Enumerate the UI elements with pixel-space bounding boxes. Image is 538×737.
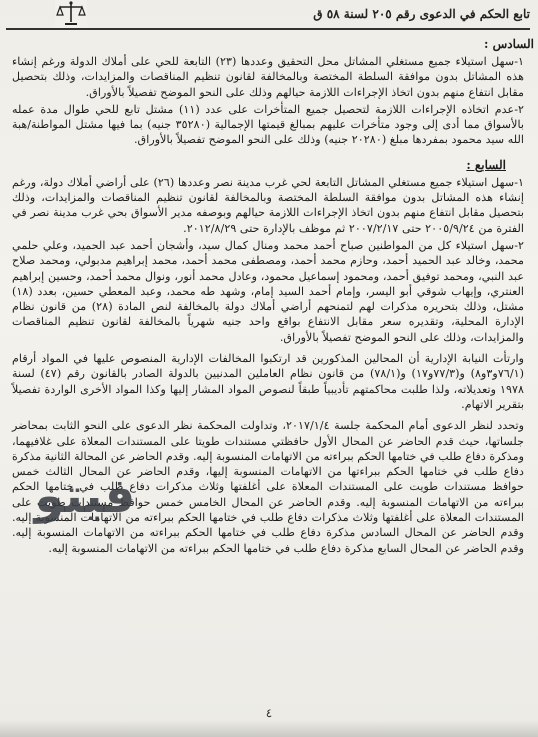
section-seventh-item-1: ١-سهل استيلاء جميع مستغلي المشاتل التابعة لحي غرب مدينة نصر وعددها (٢٦) على أراضي أملاك دولة، ورغم إنشاء هذه المشاتل بدون موافقة السلطة المختصة وبالمخالفة لقانون تنظيم المناقصات والمزايدات، وذلك بتحصيل مقابل انتفاع منهم بدون اتخاذ الإجراءات اللازمة حيالهم وبوصفه مدير الأسواق بحي غرب مدينة نصر في الفترة من ٢٠٠٥/٩/٢٤ حتى ٢٠٠٧/٢/١٧ ثم موظف بالإدارة حتى ٢٠١٢/٨/٢٩. [12, 175, 524, 235]
section-seventh-heading: السابع : [466, 157, 506, 172]
section-sixth-item-1: ١-سهل استيلاء جميع مستغلي المشاتل محل التحقيق وعددها (٢٣) التابعة للحي على أملاك الدولة ورغم إنشاء هذه المشاتل بدون موافقة السلطة المختصة وبالمخالفة لقانون تنظيم المناقصات والمزايدات، وذلك بتحصيل مقابل انتفاع منهم بدون اتخاذ الإجراءات اللازمة حيالهم وذلك على النحو الموضح تفصيلاً بالأوراق. [12, 55, 525, 99]
section-sixth-heading: السادس : [484, 37, 534, 51]
section-seventh-item-2: ٢-سهل استيلاء كل من المواطنين صباح أحمد محمد ومنال كمال سيد، وأشجان أحمد عبد الحميد، وعلي حلمي محمد، وخالد عبد الحميد أحمد، وحازم محمد أحمد، ومصطفى محمد أحمد، محمد إبراهيم مدبولي، ومحمد صلاح عبد النبي، ومحمد توفيق أحمد، ومحمود إسماعيل محمود، وعادل محمد أنور، ونوال محمد أحمد، وحسين إبراهيم العنتري، وإيهاب شوقي أبو اليسر، وإمام أحمد السيد إمام، وشهد طه محمد، وعبد المعطي حسين، بعدد (١٨) مشتل، وذلك بتحريره مذكرات لهم لتمنحهم أراضي أملاك دولة بالمخالفة لنص المادة (٢٨) من قانون نظام الإدارة المحلية، وتقديره سعر مقابل الانتفاع بواقع واحد جنيه شهرياً بالمخالفة لقانون تنظيم المناقصات والمزايدات، وذلك على النحو الموضح تفصيلاً بالأوراق. [12, 238, 524, 344]
case-header-text: تابع الحكم في الدعوى رقم ٢٠٥ لسنة ٥٨ ق [313, 7, 530, 21]
watermark-logo [30, 462, 140, 526]
scales-of-justice-icon [55, 0, 87, 28]
page-number: ٤ [265, 706, 273, 720]
page-bottom-shadow [0, 720, 538, 737]
header-divider [6, 28, 530, 30]
violations-paragraph: وارتأت النيابة الإدارية أن المحالين المذكورين قد ارتكبوا المخالفات الإدارية المنصوص عليها في المواد أرقام (٧٦/١و٣و٨) و(٧٧/٣و١٧) و(٧٨/١) من قانون نظام العاملين المدنيين بالدولة الصادر بالقانون رقم (٤٧) لسنة ١٩٧٨ وتعديلاته، ولذا طلبت محاكمتهم تأديبياً طبقاً لنصوص المواد المشار إليها وكذا المواد الأخرى الواردة تفصيلاً بتقرير الاتهام. [12, 352, 524, 411]
page-header [0, 0, 538, 28]
section-sixth-item-2: ٢-عدم اتخاذه الإجراءات اللازمة لتحصيل جميع المتأخرات على عدد (١١) مشتل تابع للحي طوال مدة عمله بالأسواق مما أدى إلى وجود متأخرات عليهم بمبالغ قيمتها الإجمالية (٣٥٢٨٠ جنيه) بما فيها مشتل المواطنة/هبة الله سيد محمود بمفردها مبلغ (٢٠٢٨٠ جنيه) وذلك على النحو الموضح تفصيلاً بالأوراق. [12, 102, 524, 147]
trial-paragraph: وتحدد لنظر الدعوى أمام المحكمة جلسة ٢٠١٧/١/٤، وتداولت المحكمة نظر الدعوى على النحو الثابت بمحاضر جلساتها، حيث قدم الحاضر عن المحال الأول حافظتي مستندات طويتا على المستندات المعلاة على غلافيهما، ومذكرة دفاع طلب في ختامها الحكم ببراءته من الاتهامات المنسوبة إليه. وقدم الحاضر عن المحالة الثانية مذكرة دفاع طلب في ختامها الحكم ببراءتها من الاتهامات المنسوبة إليها، وقدم الحاضر عن المحال الثالث خمس حوافظ مستندات طويت على المستندات المعلاة على أغلفتها وثلاث مذكرات دفاع طلب في ختامها الحكم ببراءته من الاتهامات المنسوبة إليه. وقدم الحاضر عن المحال الخامس خمس حوافظ مستندات طويت على المستندات المعلاة على أغلفتها وثلاث مذكرات دفاع طلب في ختامها الحكم ببراءته من الاتهامات المنسوبة إليه. وقدم الحاضر عن المحال السادس مذكرة دفاع طلب في ختامها الحكم ببراءته من الاتهامات المنسوبة إليه. وقدم الحاضر عن المحال السابع مذكرة دفاع طلب في ختامها الحكم ببراءته من الاتهامات المنسوبة إليه. [12, 419, 524, 555]
watermark-text: فيتو [34, 468, 136, 524]
